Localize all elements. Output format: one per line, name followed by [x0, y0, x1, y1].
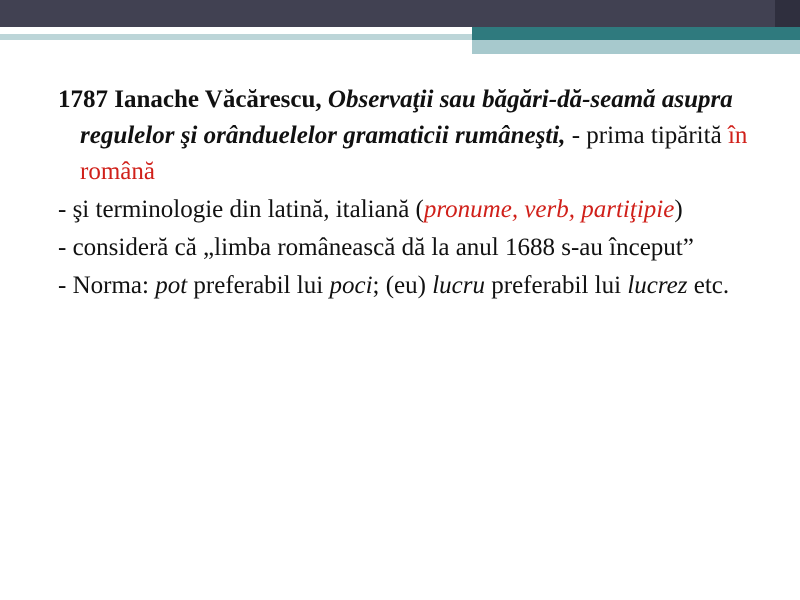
norm-eu: ; (eu): [372, 272, 426, 299]
book-title: Observaţii sau băgări-dă-seamă asupra regulelor şi orânduelelor gramaticii rumâneşti,: [80, 86, 733, 149]
top-teal-light-accent: [472, 40, 800, 54]
top-light-stripe: [0, 34, 472, 40]
word-lucrez: lucrez: [627, 272, 688, 299]
norm-preferable-2: preferabil lui: [491, 272, 622, 299]
word-lucru: lucru: [432, 272, 485, 299]
year-author: 1787 Ianache Văcărescu,: [58, 86, 322, 113]
top-right-cap: [775, 0, 800, 27]
word-pot: pot: [155, 272, 188, 299]
paragraph-terminology: [58, 192, 770, 228]
paragraph-norm: [58, 268, 770, 304]
first-printed-text: - prima tipărită: [571, 122, 722, 149]
top-teal-accent: [472, 27, 800, 40]
quote-text: - consideră că „limba românească dă la anul 1688 s-au început”: [58, 234, 694, 261]
paragraph-vacarescu: [58, 82, 770, 190]
terminology-terms: pronume, verb, partiţipie: [423, 196, 675, 223]
norm-label: - Norma:: [58, 272, 149, 299]
word-poci: poci: [329, 272, 373, 299]
paragraph-quote: [58, 230, 770, 266]
top-dark-bar: [0, 0, 800, 27]
terminology-text: - şi terminologie din latină, italiană (: [58, 196, 424, 223]
terminology-close: ): [674, 196, 683, 223]
norm-preferable-1: preferabil lui: [193, 272, 324, 299]
slide-body: [58, 82, 770, 306]
language-highlight: în română: [80, 122, 748, 185]
norm-etc: etc.: [693, 272, 730, 299]
